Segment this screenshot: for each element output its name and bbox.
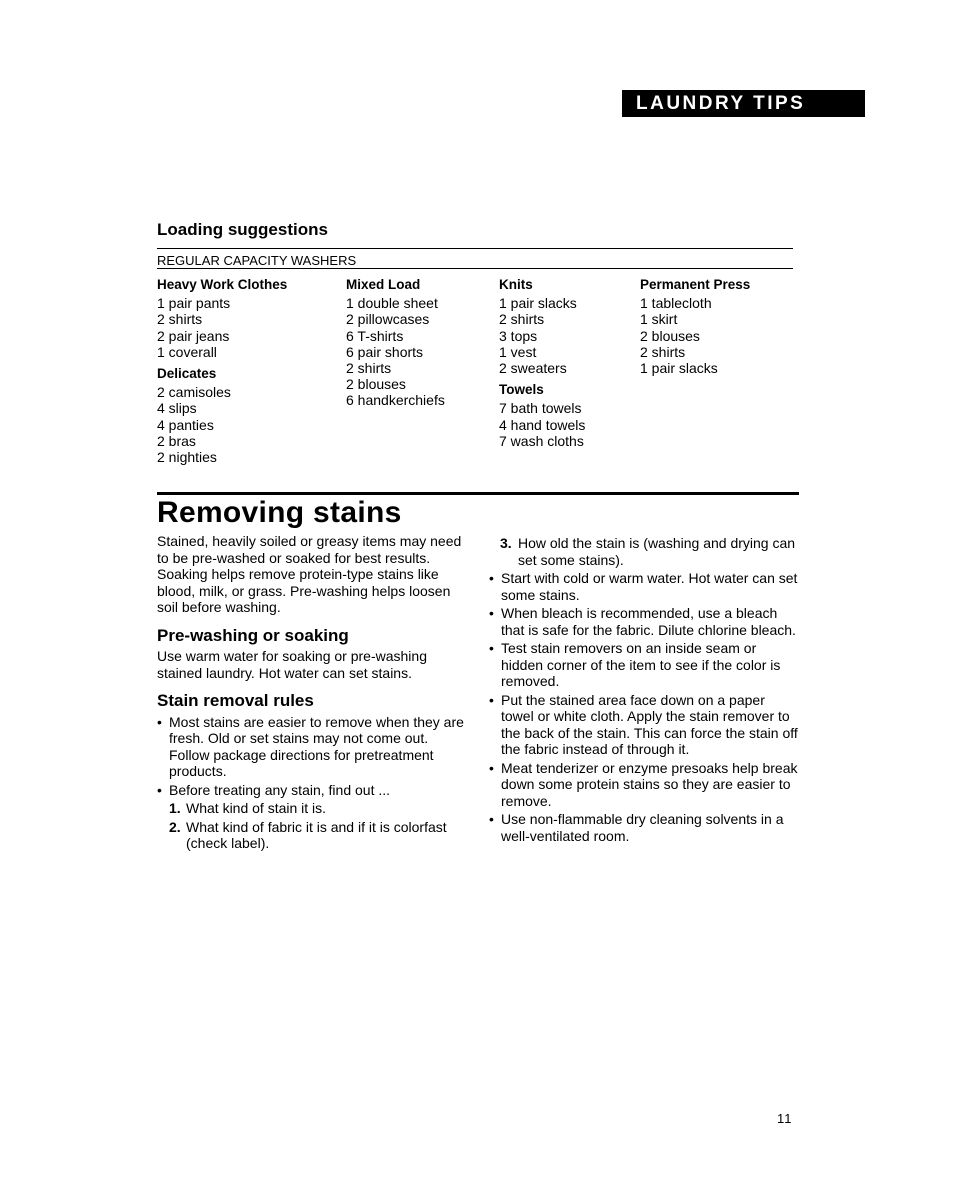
list-item: 1 coverall [157,343,217,360]
list-item: 3. How old the stain is (washing and drying can set some stains). [500,535,796,568]
bullet-icon: • [157,713,162,730]
section-tag: LAUNDRY TIPS [622,90,865,117]
regular-capacity-subheader: REGULAR CAPACITY WASHERS [157,253,357,268]
loading-suggestions-heading: Loading suggestions [157,220,328,239]
column-heavy-delicates [157,277,287,465]
bullet-icon: • [489,640,494,656]
list-item: 2 nighties [157,449,217,466]
section-divider [157,492,799,495]
list-item: 1 pair slacks [499,295,577,312]
list-item: 2 blouses [640,327,700,344]
list-item: 6 pair shorts [346,343,424,360]
right-text-column [489,533,799,844]
divider [157,268,793,269]
removing-stains-heading: Removing stains [157,496,402,529]
list-item: 6 T-shirts [346,327,404,344]
list-item: • Most stains are easier to remove when they are fresh. Old or set stains may not come out. Follow package directions for pretreatment products. [157,713,464,779]
intro-paragraph: Stained, heavily soiled or greasy items may need to be pre-washed or soaked for best results. Soaking helps remove protein-type stains like blood, milk, or grass. Pre-washing helps loosen soil before washing. [157,533,462,615]
bullet-icon: • [489,605,494,621]
list-item: 1 tablecloth [640,295,712,312]
list-item: 2 bras [157,432,196,449]
list-item: 1 pair pants [157,295,231,312]
list-item: 7 wash cloths [499,432,584,449]
list-item: • Use non-flammable dry cleaning solvents in a well-ventilated room. [489,811,784,844]
list-item: 4 panties [157,416,214,433]
list-item: 2 shirts [640,343,686,360]
list-item: 2. What kind of fabric it is and if it is colorfast (check label). [169,818,447,851]
list-item: • Start with cold or warm water. Hot water can set some stains. [489,570,798,603]
list-item: 1. What kind of stain it is. [169,800,327,816]
list-item: 2 sweaters [499,360,567,377]
bullet-icon: • [157,781,162,798]
list-item: 2 pillowcases [346,311,430,328]
list-item: • Test stain removers on an inside seam or hidden corner of the item to see if the color is removed. [489,640,781,689]
column-permanent-press [640,277,750,376]
list-item: 2 shirts [346,360,392,377]
list-item: 1 skirt [640,311,678,328]
list-item: 2 blouses [346,376,406,393]
left-text-column [157,533,472,852]
mixed-load-heading: Mixed Load [346,277,421,292]
page-number: 11 [777,1111,793,1126]
list-item: 6 handkerchiefs [346,392,445,409]
list-item: 4 slips [157,400,197,417]
list-item: 3 tops [499,327,538,344]
heavy-work-clothes-heading: Heavy Work Clothes [157,277,288,292]
column-mixed-load [346,277,445,409]
bullet-icon: • [489,811,494,827]
delicates-heading: Delicates [157,366,217,382]
list-item: 1 pair slacks [640,360,718,377]
bullet-icon: • [489,570,494,586]
list-item: 1 vest [499,343,537,360]
list-item: • Put the stained area face down on a paper towel or white cloth. Apply the stain remover to the back of the stain. This can force the stain off the fabric instead of through it. [489,691,798,757]
list-item: 7 bath towels [499,400,582,417]
list-item: 2 shirts [157,311,203,328]
list-item: 2 pair jeans [157,327,230,344]
list-item: • Meat tenderizer or enzyme presoaks help break down some protein stains so they are easier to remove. [489,759,798,809]
list-item: 2 shirts [499,311,545,328]
bullet-icon: • [489,759,494,776]
knits-heading: Knits [499,277,533,292]
stain-removal-rules-heading: Stain removal rules [157,691,314,710]
prewashing-paragraph: Use warm water for soaking or pre-washing stained laundry. Hot water can set stains. [157,648,427,681]
prewashing-heading: Pre-washing or soaking [157,625,349,645]
list-item: 4 hand towels [499,416,586,433]
permanent-press-heading: Permanent Press [640,277,751,292]
bullet-icon: • [489,691,494,708]
list-item: 2 camisoles [157,384,231,401]
column-knits-towels [499,277,585,449]
divider [157,248,793,249]
list-item: • When bleach is recommended, use a bleach that is safe for the fabric. Dilute chlorine bleach. [489,605,796,638]
list-item: 1 double sheet [346,295,438,312]
list-item: • Before treating any stain, find out ... [157,781,391,798]
towels-heading: Towels [499,382,544,398]
